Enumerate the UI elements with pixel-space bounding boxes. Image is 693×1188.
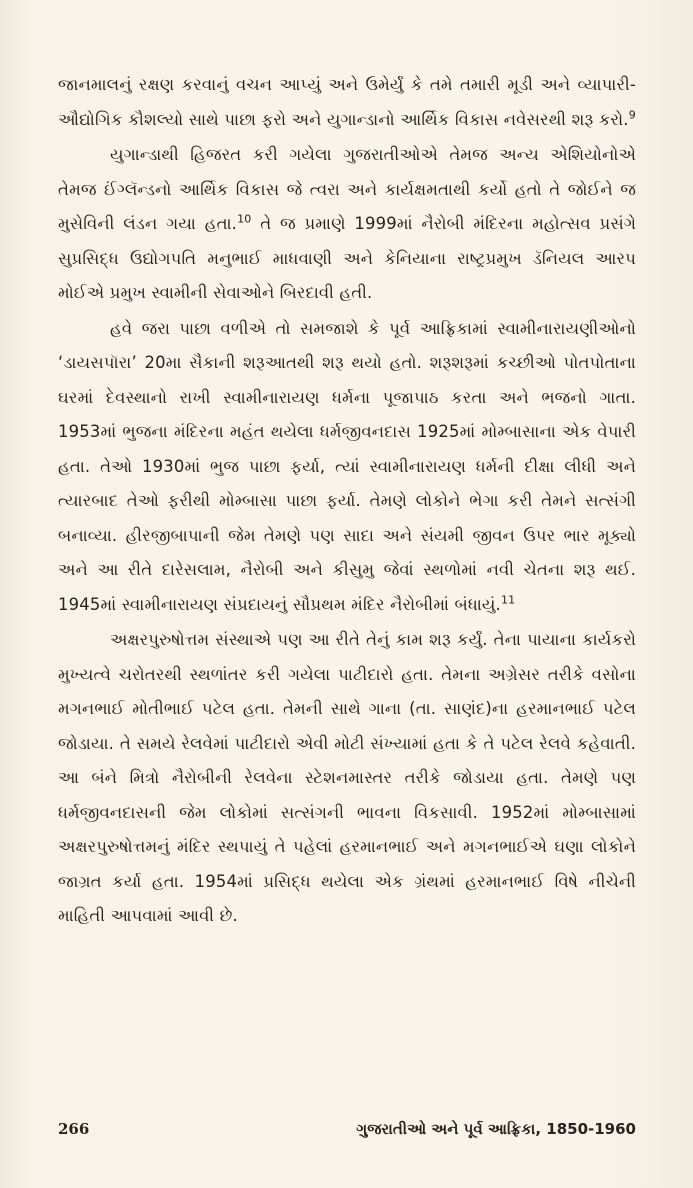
body-text [58,68,636,934]
page-number: 266 [58,1120,90,1138]
page-footer [58,1120,636,1138]
paragraph-2 [58,138,636,311]
paragraph-1-text: જાનમાલનું રક્ષણ કરવાનું વચન આપ્યું અને ઉમેર્યું કે તમે તમારી મૂડી અને વ્યાપારી-ઔદ્યોગિક કૌશલ્યો સાથે પાછા ફરો અને યુગાન્ડાનો આર્થિક વિકાસ નવેસરથી શરૂ કરો. [58,75,636,129]
paragraph-2-text: યુગાન્ડાથી હિજરત કરી ગયેલા ગુજરાતીઓએ તેમજ અન્ય એશિયોનોએ તેમજ ઈંગ્લૅન્ડનો આર્થિક વિકાસ જે ત્વરા અને કાર્યક્ષમતાથી કર્યો હતો તે જોઈને જ મુસેવિની લંડન ગયા હતા. [58,145,636,233]
footnote-ref-11: 11 [500,593,516,607]
running-title: ગુજરાતીઓ અને પૂર્વ આફ્રિકા, 1850-1960 [356,1120,636,1138]
footnote-ref-9: 9 [628,108,636,122]
paragraph-3 [58,312,636,623]
paragraph-4 [58,623,636,934]
paragraph-4-text: અક્ષરપુરુષોત્તમ સંસ્થાએ પણ આ રીતે તેનું કામ શરૂ કર્યું. તેના પાયાના કાર્યકરો મુખ્યત્વે ચરોતરથી સ્થળાંતર કરી ગયેલા પાટીદારો હતા. તેમના અગ્રેસર તરીકે વસોના મગનભાઈ મોતીભાઈ પટેલ હતા. તેમની સાથે ગાના (તા. સાણંદ)ના હરમાનભાઈ પટેલ જોડાયા. તે સમયે રેલવેમાં પાટીદારો એવી મોટી સંખ્યામાં હતા કે તે પટેલ રેલવે કહેવાતી. આ બંને મિત્રો નૈરોબીની રેલવેના સ્ટેશનમાસ્તર તરીકે જોડાયા હતા. તેમણે પણ ધર્મજીવનદાસની જેમ લોકોમાં સત્સંગની ભાવના વિકસાવી. 1952માં મોમ્બાસામાં અક્ષરપુરુષોત્તમનું મંદિર સ્થપાયું તે પહેલાં હરમાનભાઈ અને મગનભાઈએ ઘણા લોકોને જાગ્રત કર્યા હતા. 1954માં પ્રસિદ્ધ થયેલા એક ગ્રંથમાં હરમાનભાઈ વિષે નીચેની માહિતી આપવામાં આવી છે. [58,630,636,925]
footnote-ref-10: 10 [237,212,252,226]
paragraph-2-text-continued: તે જ પ્રમાણે 1999માં નૈરોબી મંદિરના મહોત્સવ પ્રસંગે સુપ્રસિદ્ધ ઉદ્યોગપતિ મનુભાઈ માધવાણી અને કેનિયાના રાષ્ટ્રપ્રમુખ ડૅનિયલ આરપ મોઈએ પ્રમુખ સ્વામીની સેવાઓને બિરદાવી હતી. [58,214,636,302]
paragraph-3-text: હવે જરા પાછા વળીએ તો સમજાશે કે પૂર્વ આફ્રિકામાં સ્વામીનારાયણીઓનો ‘ડાયસપૉરા’ 20મા સૈકાની શરૂઆતથી શરૂ થયો હતો. શરૂશરૂમાં કચ્છીઓ પોતપોતાના ઘરમાં દેવસ્થાનો રાખી સ્વામીનારાયણ ધર્મના પૂજાપાઠ કરતા અને ભજનો ગાતા. 1953માં ભુજના મંદિરના મહંત થયેલા ધર્મજીવનદાસ 1925માં મોમ્બાસાના એક વેપારી હતા. તેઓ 1930માં ભુજ પાછા ફર્યા, ત્યાં સ્વામીનારાયણ ધર્મની દીક્ષા લીધી અને ત્યારબાદ તેઓ ફરીથી મોમ્બાસા પાછા ફર્યા. તેમણે લોકોને ભેગા કરી તેમને સત્સંગી બનાવ્યા. હીરજીબાપાની જેમ તેમણે પણ સાદા અને સંયમી જીવન ઉપર ભાર મૂક્યો અને આ રીતે દારેસલામ, નૈરોબી અને કીસુમુ જેવાં સ્થળોમાં નવી ચેતના શરૂ થઈ. 1945માં સ્વામીનારાયણ સંપ્રદાયનું સૌપ્રથમ મંદિર નૈરોબીમાં બંધાયું. [58,318,636,614]
paragraph-1 [58,68,636,137]
